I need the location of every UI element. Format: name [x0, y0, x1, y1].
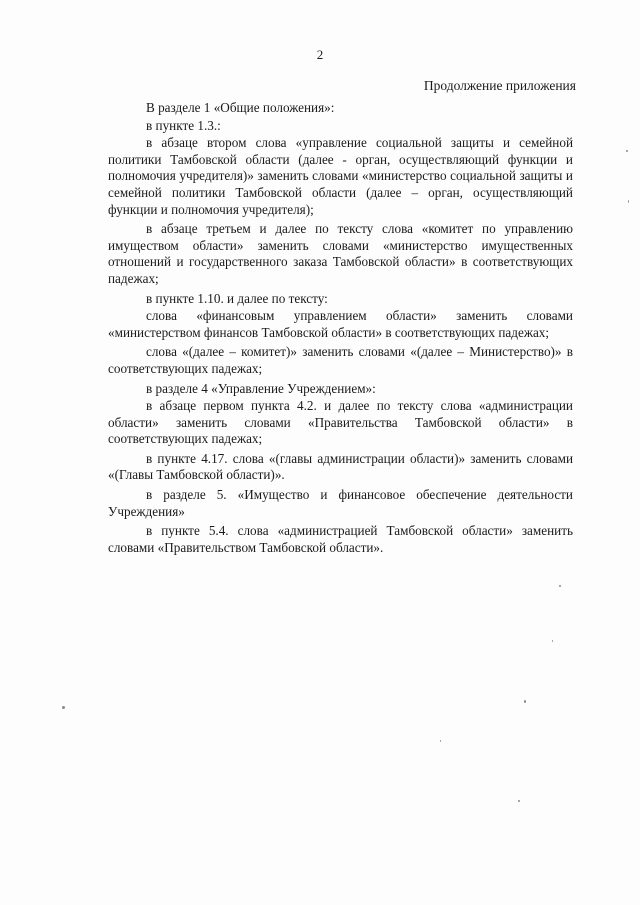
scan-speck: [626, 150, 628, 152]
paragraph-section-5-heading: в разделе 5. «Имущество и финансовое обеспечение деятельности Учреждения»: [108, 487, 573, 519]
scan-speck: [559, 585, 561, 587]
paragraph-section-4-heading: в разделе 4 «Управление Учреждением»:: [146, 380, 376, 396]
scan-speck: [552, 640, 553, 642]
paragraph-clause-4-2: в абзаце первом пункта 4.2. и далее по тексту слова «администрации области» заменить словами «Правительства Тамбовской области» в соответствующих падежах;: [108, 398, 573, 447]
paragraph-finance-words: слова «финансовым управлением области» заменить словами «министерством финансов Тамбовской области» в соответствующих падежах;: [108, 308, 573, 340]
paragraph-third-indent: в абзаце третьем и далее по тексту слова «комитет по управлению имуществом области» заменить словами «министерство имущественных отношений и государственного заказа Тамбовской области» в соответствующих падежах;: [108, 221, 573, 286]
paragraph-clause-1-10: в пункте 1.10. и далее по тексту:: [146, 290, 328, 306]
appendix-continuation-note: Продолжение приложения: [423, 78, 576, 93]
paragraph-clause-4-17: в пункте 4.17. слова «(главы администрации области)» заменить словами «(Главы Тамбовской области)».: [108, 450, 573, 483]
scan-speck: [628, 200, 629, 203]
document-body: [108, 100, 573, 559]
scan-speck: [440, 740, 441, 742]
paragraph-second-indent: в абзаце втором слова «управление социальной защиты и семейной политики Тамбовской области (далее - орган, осуществляющий функции и полномочия учредителя)» заменить словами «министерство социальной защиты и семейной политики Тамбовской области (далее – орган, осуществляющий функции и полномочия учредителя);: [108, 135, 573, 217]
paragraph-clause-1-3: в пункте 1.3.:: [146, 117, 221, 133]
scan-speck: [524, 700, 526, 703]
scan-speck: [62, 706, 65, 709]
page-number: 2: [316, 47, 324, 62]
scan-speck: [518, 800, 520, 802]
paragraph-section-1-heading: В разделе 1 «Общие положения»:: [146, 100, 335, 115]
paragraph-committee-words: слова «(далее – комитет)» заменить словами «(далее – Министерство)» в соответствующих падежах;: [108, 344, 573, 376]
paragraph-clause-5-4: в пункте 5.4. слова «администрацией Тамбовской области» заменить словами «Правительством Тамбовской области».: [108, 523, 573, 555]
